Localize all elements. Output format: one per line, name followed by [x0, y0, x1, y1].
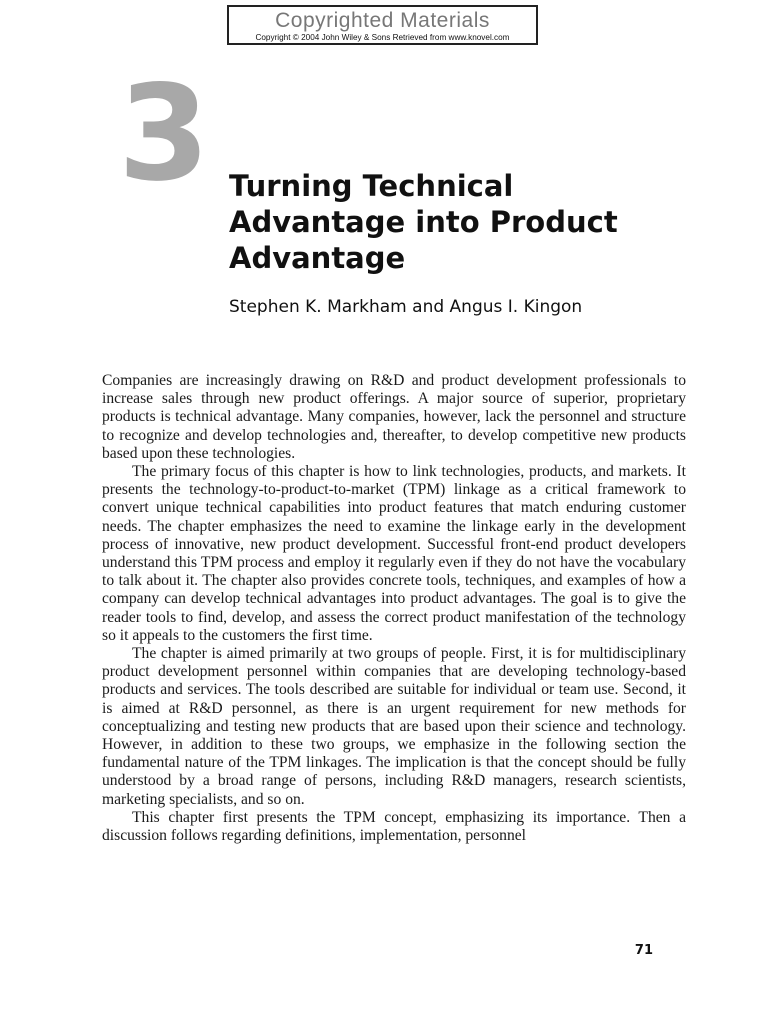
- chapter-title-line: Advantage: [229, 241, 406, 275]
- banner-title: Copyrighted Materials: [275, 9, 490, 32]
- paragraph: The chapter is aimed primarily at two groups of people. First, it is for multidisciplinary product development personnel within companies that are developing technology-based products and services. The tools described are suitable for individual or team use. Second, it is aimed at R&D personnel, as there is an urgent requirement for new methods for conceptualizing and testing new products that are based upon their science and technology. However, in addition to these two groups, we emphasize in the following section the fundamental nature of the TPM linkages. The implication is that the concept should be fully understood by a broad range of persons, including R&D managers, research scientists, marketing specialists, and so on.: [102, 645, 686, 808]
- copyright-banner: [227, 5, 538, 45]
- chapter-title-line: Advantage into Product: [229, 205, 618, 239]
- paragraph: Companies are increasingly drawing on R&D and product development professionals to increase sales through new product offerings. A major source of superior, proprietary products is technical advantage. Many companies, however, lack the personnel and structure to recognize and develop technologies and, thereafter, to develop competitive new products based upon these technologies.: [102, 372, 686, 462]
- banner-subtitle: Copyright © 2004 John Wiley & Sons Retrieved from www.knovel.com: [255, 33, 510, 42]
- chapter-number: 3: [118, 57, 206, 211]
- page-number: 71: [634, 943, 653, 958]
- paragraph: The primary focus of this chapter is how to link technologies, products, and markets. It presents the technology-to-product-to-market (TPM) linkage as a critical framework to convert unique technical capabilities into product features that match enduring customer needs. The chapter emphasizes the need to examine the linkage early in the development process of innovative, new product development. Successful front-end product developers understand this TPM process and employ it regularly even if they do not have the vocabulary to talk about it. The chapter also provides concrete tools, techniques, and examples of how a company can develop technical advantages into product advantages. The goal is to give the reader tools to find, develop, and assess the correct product manifestation of the technology so it appeals to the customers the first time.: [102, 463, 686, 644]
- paragraph: This chapter first presents the TPM concept, emphasizing its importance. Then a discussion follows regarding definitions, implementation, personnel: [102, 808, 686, 845]
- body-text: [102, 372, 686, 845]
- chapter-title-line: Turning Technical: [229, 169, 514, 203]
- chapter-authors: Stephen K. Markham and Angus I. Kingon: [229, 297, 583, 317]
- chapter-title: [229, 168, 669, 276]
